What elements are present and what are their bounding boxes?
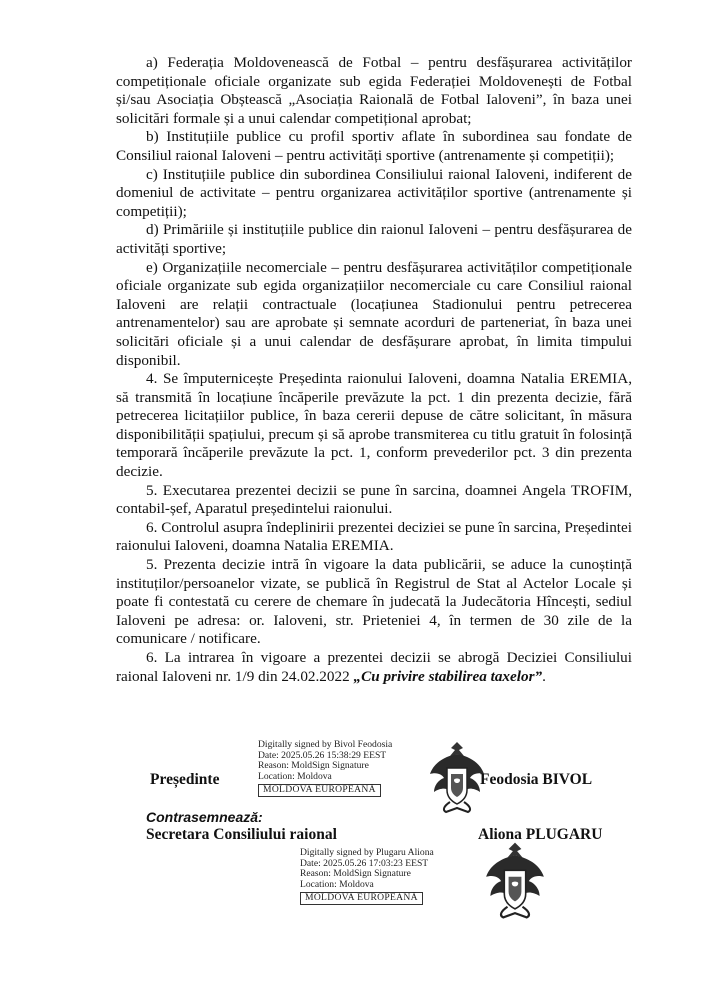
moldova-europeana-badge: MOLDOVA EUROPEANĂ [300, 892, 423, 905]
secretary-name: Aliona PLUGARU [478, 826, 603, 843]
moldova-coat-of-arms-seal [484, 838, 546, 922]
dsig-line-3: Reason: MoldSign Signature [258, 760, 369, 772]
dsig-line-3: Reason: MoldSign Signature [300, 868, 411, 880]
dsig-line-1: Digitally signed by Bivol Feodosia [258, 739, 393, 750]
abrogated-decision-title: „Cu privire stabilirea taxelor” [353, 667, 543, 685]
abrogation-text: 6. La intrarea în vigoare a prezentei decizii se abrogă Deciziei Consiliului raional Ialoveni nr. 1/9 din 24.02.2022 [116, 649, 632, 685]
paragraph-a: a) Federația Moldovenească de Fotbal – pentru desfășurarea activităților competiționale oficiale organizate sub egida Federației Moldovenești de Fotbal și/sau Asociația Obștească „Asociația Raională de Fotbal Ialoveni”, în baza unei solicitări formale și a unui calendar competițional aprobat; [116, 54, 632, 127]
digital-signature-plugaru [300, 848, 434, 905]
paragraph-d: d) Primăriile și instituțiile publice din raionul Ialoveni – pentru desfășurarea de activități sportive; [116, 221, 632, 257]
dsig-line-4: Location: Moldova [300, 878, 374, 890]
president-role-label: Președinte [150, 771, 220, 788]
secretary-role-label: Secretara Consiliului raional [146, 826, 337, 843]
moldova-europeana-badge: MOLDOVA EUROPEANĂ [258, 784, 381, 797]
paragraph-6-abrogation [116, 649, 632, 686]
digital-signature-bivol [258, 740, 392, 797]
dsig-line-2: Date: 2025.05.26 15:38:29 EEST [258, 749, 387, 761]
dsig-line-4: Location: Moldova [258, 770, 332, 782]
president-name: Feodosia BIVOL [480, 771, 593, 788]
abrogation-end: . [542, 667, 546, 685]
paragraph-5-entry-into-force: 5. Prezenta decizie intră în vigoare la data publicării, se aduce la cunoștință instituților/persoanelor vizate, se publică în Registrul de Stat al Actelor Locale și poate fi contestată cu cerere de chemare în judecată la Judecătoria Hîncești, sediul Ialoveni pe adresa: or. Ialoveni, str. Prieteniei 4, în termen de 30 zile de la comunicare / notificare. [116, 556, 632, 648]
paragraph-6-control: 6. Controlul asupra îndeplinirii prezentei deciziei se pune în sarcina, Președintei raionului Ialoveni, doamna Natalia EREMIA. [116, 518, 632, 555]
dsig-line-2: Date: 2025.05.26 17:03:23 EEST [300, 857, 429, 869]
document-body [116, 54, 632, 686]
paragraph-e: e) Organizațiile necomerciale – pentru desfășurarea activităților competiționale oficiale organizate sub egida organizațiilor necomerciale cu care Consiliul raional Ialoveni are relații contractuale (locațiunea Stadionului pentru petrecerea antrenamentelor) sau are aprobate și semnate acorduri de parteneriat, în baza unei solicitări oficiale și a unui calendar de desfășurare aprobat, în limita timpului disponibil. [116, 258, 632, 369]
paragraph-4: 4. Se împuternicește Președinta raionului Ialoveni, doamna Natalia EREMIA, să transmită în locațiune încăperile prevăzute la pct. 1 din prezenta decizie, fără petrecerea licitațiilor publice, în baza cererii depuse de către solicitant, în măsura disponibilității spațiului, precum și să aprobe transmiterea cu titlu gratuit în folosință temporară încăperile prevăzute la pct. 1, conform prevederilor pct. 3 din prezenta decizie. [116, 370, 632, 481]
paragraph-b: b) Instituțiile publice cu profil sportiv aflate în subordinea sau fondate de Consiliul raional Ialoveni – pentru activități sportive (antrenamente și competiții); [116, 128, 632, 164]
dsig-line-1: Digitally signed by Plugaru Aliona [300, 847, 434, 858]
moldova-coat-of-arms-seal [428, 738, 486, 816]
paragraph-c: c) Instituțiile publice din subordinea Consiliului raional Ialoveni, indiferent de domeniul de activitate – pentru organizarea activităților sportive (antrenamente și competiții); [116, 165, 632, 220]
paragraph-5-execution: 5. Executarea prezentei decizii se pune în sarcina, doamnei Angela TROFIM, contabil-șef, Aparatul președintelui raionului. [116, 481, 632, 518]
countersign-label: Contrasemnează: [146, 809, 263, 825]
